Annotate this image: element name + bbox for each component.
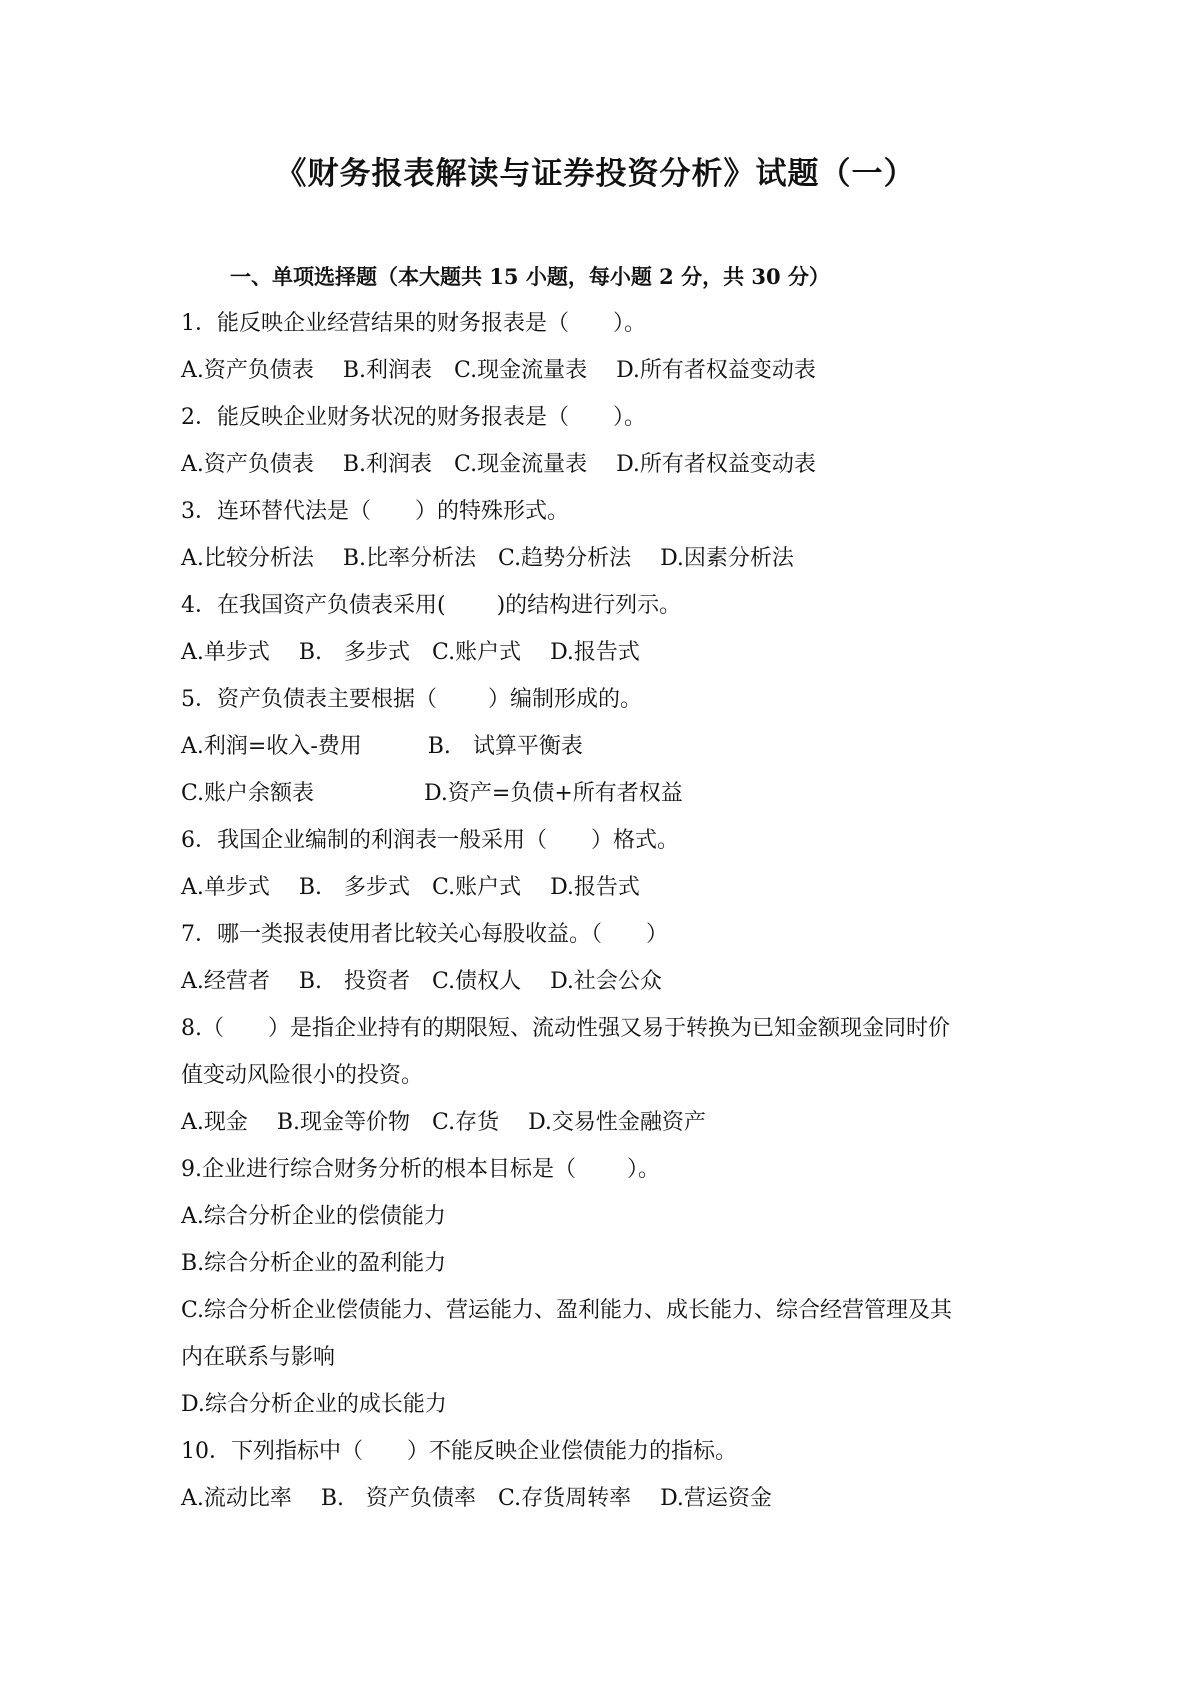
exam-title: 《财务报表解读与证券投资分析》试题（一） bbox=[275, 156, 916, 192]
option-9-d: D.综合分析企业的成长能力 bbox=[181, 1392, 447, 1417]
option-9-b: B.综合分析企业的盈利能力 bbox=[181, 1251, 447, 1276]
options-5-row-2: C.账户余额表 D.资产=负债+所有者权益 bbox=[181, 781, 683, 806]
options-10: A.流动比率 B. 资产负债率 C.存货周转率 D.营运资金 bbox=[181, 1486, 772, 1511]
question-2: 2．能反映企业财务状况的财务报表是（ ）。 bbox=[181, 405, 646, 430]
question-6: 6．我国企业编制的利润表一般采用（ ）格式。 bbox=[181, 828, 679, 853]
question-1: 1．能反映企业经营结果的财务报表是（ ）。 bbox=[181, 311, 646, 336]
option-9-c-line-2: 内在联系与影响 bbox=[181, 1345, 336, 1370]
question-9: 9.企业进行综合财务分析的根本目标是（ ）。 bbox=[181, 1157, 660, 1182]
options-3: A.比较分析法 B.比率分析法 C.趋势分析法 D.因素分析法 bbox=[181, 546, 794, 571]
options-4: A.单步式 B. 多步式 C.账户式 D.报告式 bbox=[181, 640, 640, 665]
question-body bbox=[181, 309, 1021, 1531]
question-4: 4．在我国资产负债表采用( )的结构进行列示。 bbox=[181, 593, 682, 618]
options-6: A.单步式 B. 多步式 C.账户式 D.报告式 bbox=[181, 875, 640, 900]
options-1: A.资产负债表 B.利润表 C.现金流量表 D.所有者权益变动表 bbox=[181, 358, 816, 383]
option-9-a: A.综合分析企业的偿债能力 bbox=[181, 1204, 446, 1229]
options-5-row-1: A.利润=收入-费用 B. 试算平衡表 bbox=[181, 734, 583, 759]
section-heading: 一、单项选择题（本大题共 15 小题，每小题 2 分，共 30 分） bbox=[230, 264, 830, 289]
question-3: 3．连环替代法是（ ）的特殊形式。 bbox=[181, 499, 569, 524]
question-8-line-1: 8.（ ）是指企业持有的期限短、流动性强又易于转换为已知金额现金同时价 bbox=[181, 1016, 950, 1041]
options-7: A.经营者 B. 投资者 C.债权人 D.社会公众 bbox=[181, 969, 662, 994]
question-8-line-2: 值变动风险很小的投资。 bbox=[181, 1063, 424, 1088]
question-7: 7．哪一类报表使用者比较关心每股收益。（ ） bbox=[181, 922, 668, 947]
question-5: 5．资产负债表主要根据（ ）编制形成的。 bbox=[181, 687, 642, 712]
question-10: 10．下列指标中（ ）不能反映企业偿债能力的指标。 bbox=[181, 1439, 737, 1464]
options-2: A.资产负债表 B.利润表 C.现金流量表 D.所有者权益变动表 bbox=[181, 452, 816, 477]
options-8: A.现金 B.现金等价物 C.存货 D.交易性金融资产 bbox=[181, 1110, 706, 1135]
option-9-c-line-1: C.综合分析企业偿债能力、营运能力、盈利能力、成长能力、综合经营管理及其 bbox=[181, 1298, 953, 1323]
